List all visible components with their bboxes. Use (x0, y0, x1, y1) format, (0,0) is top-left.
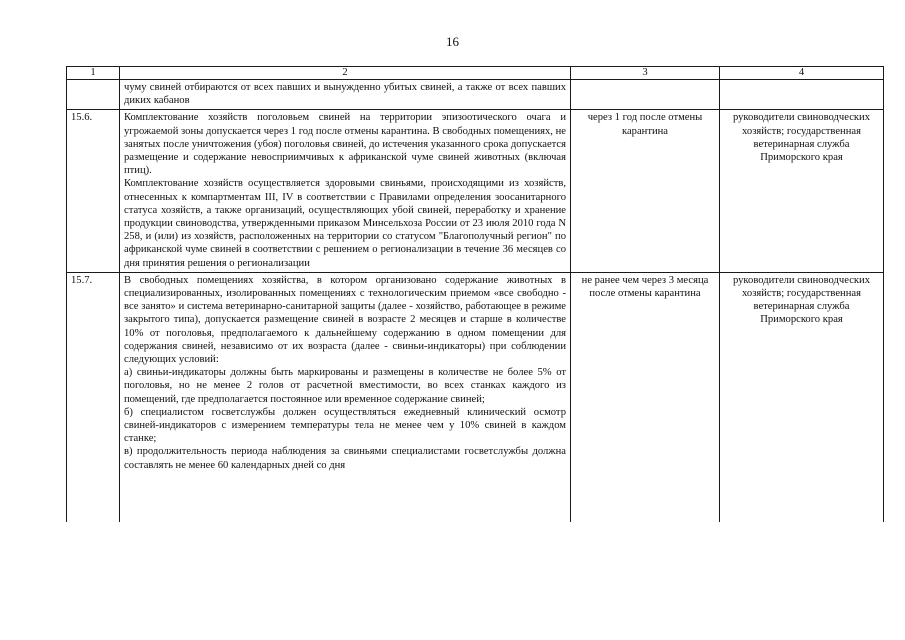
table-row-15-6 (67, 110, 884, 272)
header-col-number: 1 (67, 67, 120, 80)
table-header-row (67, 67, 884, 80)
header-col-term: 3 (571, 67, 720, 80)
measure-paragraph: в) продолжительность периода наблюдения за свиньями специалистами госветслужбы должна составлять не менее 60 календарных дней со дня (124, 446, 566, 471)
row-responsible: руководители свиноводческих хозяйств; государственная ветеринарная служба Приморского края (720, 110, 884, 272)
header-col-responsible: 4 (720, 67, 884, 80)
table-row-continuation (67, 80, 884, 110)
row-term: не ранее чем через 3 месяца после отмены карантина (571, 272, 720, 522)
table-row-15-7 (67, 272, 884, 522)
measure-paragraph: б) специалистом госветслужбы должен осуществляться ежедневный клинический осмотр свиней-индикаторов с измерением температуры тела не менее чем у 10% свиней в каждом станке; (124, 406, 566, 445)
page-number: 16 (446, 34, 459, 49)
row-number: 15.6. (67, 110, 120, 272)
measure-paragraph: Комплектование хозяйств поголовьем свиней на территории эпизоотического очага и угрожаемой зоны допускается через 1 год после отмены карантина. В свободных помещениях, не занятых после уничтожения (убоя) поголовья свиней, до истечения указанного срока допускается размещение и содержание невосприимчивых к африканской чуме свиней животных (включая птиц). (124, 112, 566, 177)
header-col-measure: 2 (120, 67, 571, 80)
row-number: 15.7. (67, 272, 120, 522)
measure-paragraph: В свободных помещениях хозяйства, в котором организовано содержание животных в специализированных, изолированных помещениях с технологическим приемом «все свободно - все занято» и система ветеринарно-санитарной защиты (далее - хозяйство, работающее в режиме закрытого типа), допускается размещение свиней в возрасте 2 месяцев и старше в количестве 10% от поголовья, предполагаемого к дальнейшему содержанию в одном помещении для содержания свиней, независимо от их возраста (далее - свиньи-индикаторы) при соблюдении следующих условий: (124, 274, 566, 366)
row-term (571, 80, 720, 110)
measure-paragraph: чуму свиней отбираются от всех павших и вынужденно убитых свиней, а также от всех павших диких кабанов (124, 82, 566, 107)
measure-paragraph: а) свиньи-индикаторы должны быть маркированы и размещены в количестве не более 5% от поголовья, но не менее 2 голов от расчетной вместимости, во всех станках каждого из помещений, где предполагается постоянное или временное содержание свиней; (124, 367, 566, 405)
row-measure-text (120, 272, 571, 522)
row-number (67, 80, 120, 110)
row-responsible: руководители свиноводческих хозяйств; государственная ветеринарная служба Приморского края (720, 272, 884, 522)
row-term: через 1 год после отмены карантина (571, 110, 720, 272)
measures-table (66, 66, 884, 522)
row-responsible (720, 80, 884, 110)
row-measure-text (120, 80, 571, 110)
measure-paragraph: Комплектование хозяйств осуществляется здоровыми свиньями, происходящими из хозяйств, отнесенных к компартментам III, IV в соответствии с Правилами определения зоосанитарного статуса хозяйств, а также организаций, осуществляющих убой свиней, переработку и хранение продукции свиноводства, утвержденными приказом Минсельхоза России от 23 июля 2010 года N 258, и (или) из хозяйств, расположенных на территории со статусом "Благополучный регион" по африканской чуме свиней в соответствии с решением о регионализации в течение 36 месяцев со дня принятия решения о регионализации (124, 178, 566, 269)
row-measure-text (120, 110, 571, 272)
